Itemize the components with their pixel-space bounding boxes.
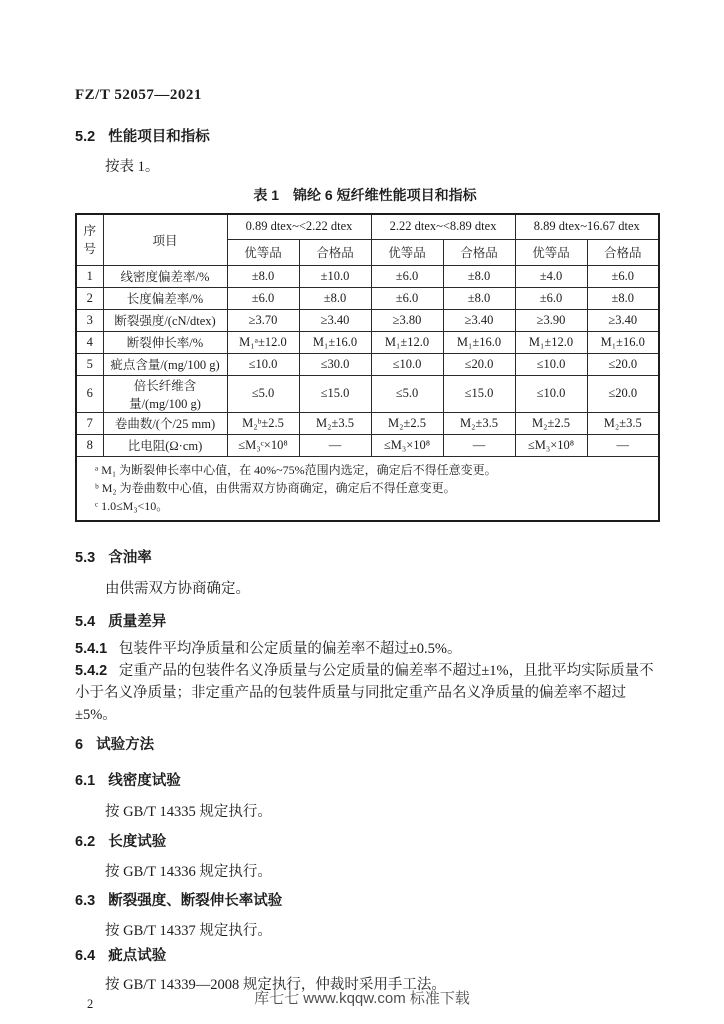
row-item: 卷曲数/(个/25 mm) <box>103 412 227 434</box>
header-grade-premium-1: 优等品 <box>227 239 299 265</box>
clause-text-5-4-1: 包装件平均净质量和公定质量的偏差率不超过±0.5%。 <box>118 640 462 657</box>
row-seq: 2 <box>76 287 103 309</box>
heading-6-1 <box>75 772 655 790</box>
row-value: ≤15.0 <box>443 375 515 412</box>
watermark-text: 库七七 www.kqqw.com 标准下载 <box>254 990 470 1007</box>
row-value: M₂±3.5 <box>299 412 371 434</box>
row-value: — <box>443 434 515 456</box>
paragraph-6-2: 按 GB/T 14336 规定执行。 <box>105 863 272 880</box>
row-value: M₁±16.0 <box>587 331 659 353</box>
performance-indicators-table <box>75 213 660 522</box>
row-value: ±6.0 <box>587 265 659 287</box>
heading-5-3-number: 5.3 <box>75 549 96 566</box>
table-caption-label: 表 1 <box>253 187 280 203</box>
row-value: ≤M₃×10⁸ <box>371 434 443 456</box>
row-value: ±8.0 <box>299 287 371 309</box>
heading-5-4 <box>75 613 655 631</box>
row-item: 比电阻(Ω·cm) <box>103 434 227 456</box>
heading-6-1-number: 6.1 <box>75 772 96 789</box>
table-caption <box>75 186 655 204</box>
footnote-c: ᶜ 1.0≤M₃<10。 <box>95 498 169 513</box>
row-value: ≤30.0 <box>299 353 371 375</box>
row-value: ≥3.40 <box>299 309 371 331</box>
table-row <box>76 309 659 331</box>
row-value: ≤20.0 <box>443 353 515 375</box>
row-value: M₂±3.5 <box>443 412 515 434</box>
row-value: M₂±2.5 <box>515 412 587 434</box>
row-value: M₁±16.0 <box>299 331 371 353</box>
heading-5-3-title: 含油率 <box>108 549 152 566</box>
heading-5-2-title: 性能项目和指标 <box>108 129 210 145</box>
heading-6-2 <box>75 833 655 851</box>
row-value: M₂ᵇ±2.5 <box>227 412 299 434</box>
header-seq: 序号 <box>76 214 103 265</box>
row-value: ≤10.0 <box>515 375 587 412</box>
table-row <box>76 353 659 375</box>
footnote-b: ᵇ M₂ 为卷曲数中心值，由供需双方协商确定，确定后不得任意变更。 <box>95 480 456 495</box>
table-caption-text: 锦纶 6 短纤维性能项目和指标 <box>293 187 477 203</box>
heading-6 <box>75 736 655 754</box>
row-value: ≥3.90 <box>515 309 587 331</box>
row-item: 倍长纤维含量/(mg/100 g) <box>103 375 227 412</box>
row-seq: 3 <box>76 309 103 331</box>
row-seq: 4 <box>76 331 103 353</box>
paragraph-table-reference: 按表 1。 <box>105 159 160 175</box>
table-row <box>76 331 659 353</box>
heading-6-4-title: 疵点试验 <box>108 947 167 964</box>
heading-6-1-title: 线密度试验 <box>108 772 181 789</box>
footnote-a: ᵃ M₁ 为断裂伸长率中心值，在 40%~75%范围内选定，确定后不得任意变更。 <box>95 462 497 477</box>
row-value: ±8.0 <box>227 265 299 287</box>
heading-5-2 <box>75 128 655 146</box>
row-value: ≤15.0 <box>299 375 371 412</box>
heading-6-2-number: 6.2 <box>75 833 96 850</box>
row-value: M₂±2.5 <box>371 412 443 434</box>
table-row <box>76 375 659 412</box>
row-item: 线密度偏差率/% <box>103 265 227 287</box>
row-value: M₁±12.0 <box>515 331 587 353</box>
heading-6-title: 试验方法 <box>96 736 155 753</box>
header-group-2: 2.22 dtex~<8.89 dtex <box>371 214 515 239</box>
table-header-group-row <box>76 214 659 239</box>
row-item: 断裂强度/(cN/dtex) <box>103 309 227 331</box>
row-value: ≤20.0 <box>587 353 659 375</box>
row-value: ±8.0 <box>587 287 659 309</box>
row-value: M₁ᵃ±12.0 <box>227 331 299 353</box>
header-grade-qualified-3: 合格品 <box>587 239 659 265</box>
row-value: M₁±12.0 <box>371 331 443 353</box>
row-value: ≥3.40 <box>587 309 659 331</box>
heading-6-3 <box>75 892 655 910</box>
heading-6-4-number: 6.4 <box>75 947 96 964</box>
row-item: 长度偏差率/% <box>103 287 227 309</box>
heading-5-2-number: 5.2 <box>75 129 96 145</box>
clause-number-5-4-1: 5.4.1 <box>75 640 108 657</box>
doc-code: FZ/T 52057—2021 <box>75 87 202 103</box>
row-value: ≥3.40 <box>443 309 515 331</box>
row-seq: 8 <box>76 434 103 456</box>
table-footnotes-row <box>76 456 659 521</box>
row-value: M₂±3.5 <box>587 412 659 434</box>
paragraph-5-4-2 <box>75 660 655 726</box>
row-value: ±8.0 <box>443 287 515 309</box>
heading-5-3 <box>75 549 655 567</box>
header-grade-premium-3: 优等品 <box>515 239 587 265</box>
row-value: ±6.0 <box>371 265 443 287</box>
row-value: ±4.0 <box>515 265 587 287</box>
row-value: ≤10.0 <box>371 353 443 375</box>
row-seq: 1 <box>76 265 103 287</box>
row-value: M₁±16.0 <box>443 331 515 353</box>
clause-text-5-4-2: 定重产品的包装件名义净质量与公定质量的偏差率不超过±1%，且批平均实际质量不小于名义净质量；非定重产品的包装件质量与同批定重产品名义净质量的偏差率不超过±5%。 <box>75 662 654 723</box>
row-item: 断裂伸长率/% <box>103 331 227 353</box>
paragraph-5-4-1 <box>75 638 655 660</box>
table-row <box>76 412 659 434</box>
row-value: ±8.0 <box>443 265 515 287</box>
row-value: — <box>299 434 371 456</box>
heading-6-4 <box>75 947 655 965</box>
row-value: ≤M₃ᶜ×10⁸ <box>227 434 299 456</box>
row-value: ≤5.0 <box>371 375 443 412</box>
row-value: ≥3.70 <box>227 309 299 331</box>
paragraph-6-4: 按 GB/T 14339—2008 规定执行，仲裁时采用手工法。 <box>105 976 446 993</box>
header-grade-premium-2: 优等品 <box>371 239 443 265</box>
heading-6-2-title: 长度试验 <box>108 833 167 850</box>
row-seq: 7 <box>76 412 103 434</box>
clause-number-5-4-2: 5.4.2 <box>75 662 108 679</box>
row-value: ≤20.0 <box>587 375 659 412</box>
page-number: 2 <box>87 996 94 1011</box>
row-value: ≤5.0 <box>227 375 299 412</box>
header-group-1: 0.89 dtex~<2.22 dtex <box>227 214 371 239</box>
row-item: 疵点含量/(mg/100 g) <box>103 353 227 375</box>
row-value: ≥3.80 <box>371 309 443 331</box>
header-grade-qualified-2: 合格品 <box>443 239 515 265</box>
table-row <box>76 265 659 287</box>
heading-6-3-title: 断裂强度、断裂伸长率试验 <box>108 892 283 909</box>
paragraph-6-1: 按 GB/T 14335 规定执行。 <box>105 803 272 820</box>
row-seq: 6 <box>76 375 103 412</box>
row-value: ±6.0 <box>515 287 587 309</box>
paragraph-6-3: 按 GB/T 14337 规定执行。 <box>105 922 272 939</box>
heading-5-4-number: 5.4 <box>75 613 96 630</box>
row-value: ≤10.0 <box>227 353 299 375</box>
header-item: 项目 <box>103 214 227 265</box>
row-value: ±10.0 <box>299 265 371 287</box>
header-grade-qualified-1: 合格品 <box>299 239 371 265</box>
heading-6-3-number: 6.3 <box>75 892 96 909</box>
row-value: ≤M₃×10⁸ <box>515 434 587 456</box>
header-group-3: 8.89 dtex~16.67 dtex <box>515 214 659 239</box>
row-value: ≤10.0 <box>515 353 587 375</box>
paragraph-5-3: 由供需双方协商确定。 <box>105 580 250 597</box>
table-row <box>76 287 659 309</box>
row-value: — <box>587 434 659 456</box>
row-value: ±6.0 <box>227 287 299 309</box>
row-value: ±6.0 <box>371 287 443 309</box>
table-row <box>76 434 659 456</box>
heading-5-4-title: 质量差异 <box>108 613 167 630</box>
row-seq: 5 <box>76 353 103 375</box>
heading-6-number: 6 <box>75 736 84 753</box>
